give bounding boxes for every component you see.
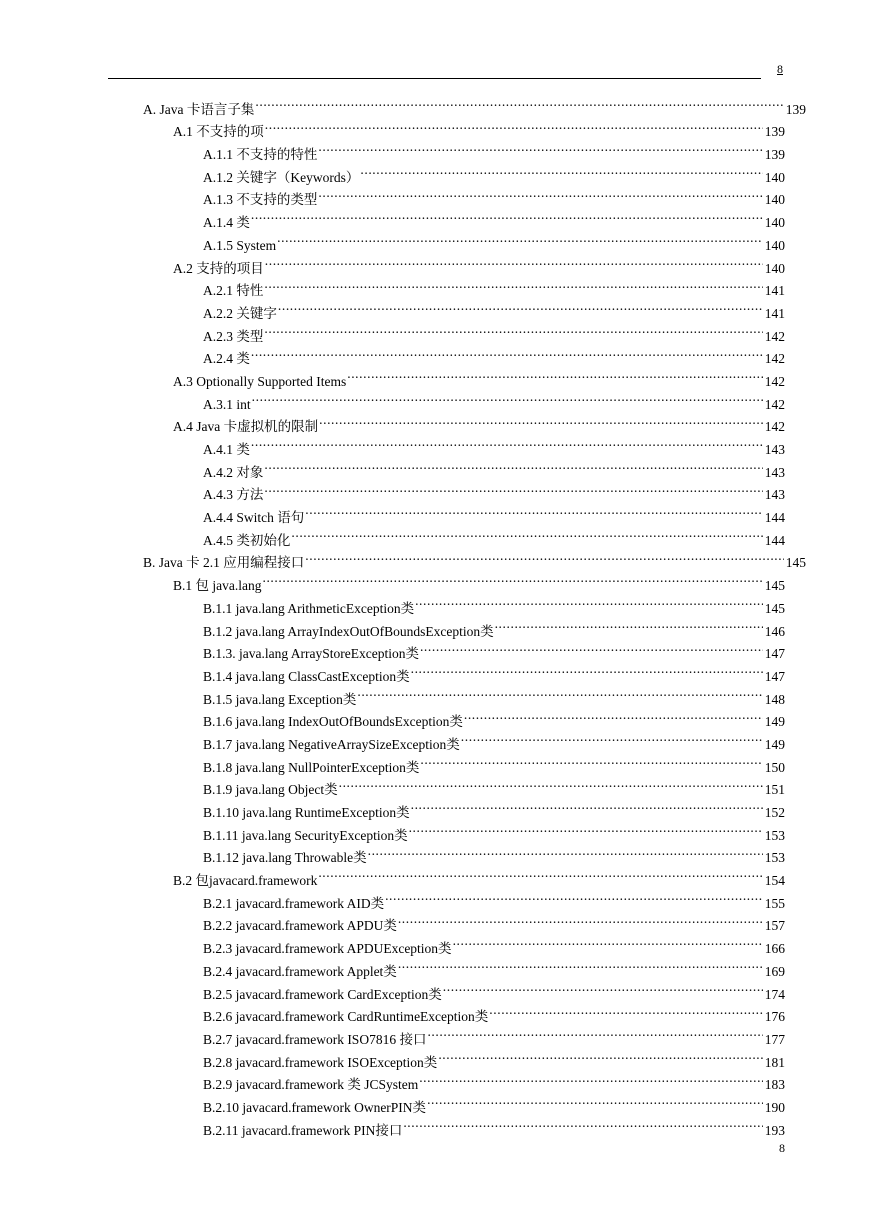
toc-entry-title: A.1 不支持的项 [173,124,264,140]
toc-leader-dots [398,953,763,976]
toc-entry[interactable] [173,409,785,435]
toc-entry-page: 143 [764,487,785,503]
toc-entry-page: 144 [764,510,785,526]
toc-entry-page: 150 [764,759,785,775]
toc-leader-dots [339,772,763,795]
toc-leader-dots [251,431,763,454]
toc-entry-page: 139 [764,124,785,140]
toc-leader-dots [357,681,762,704]
toc-entry-page: 145 [785,555,806,571]
toc-leader-dots [262,567,762,590]
toc-entry-title: B.1.12 java.lang Throwable类 [203,850,367,866]
toc-leader-dots [347,363,763,386]
toc-entry[interactable] [203,227,785,253]
toc-entry-page: 166 [764,941,785,957]
toc-leader-dots [291,522,762,545]
toc-leader-dots [264,477,762,500]
toc-entry-title: A.4.1 类 [203,442,250,457]
toc-entry-page: 183 [764,1077,785,1093]
toc-entry[interactable] [203,454,785,480]
toc-entry[interactable] [203,273,785,299]
toc-entry-title: A.2.4 类 [203,351,250,367]
toc-leader-dots [464,704,763,727]
toc-entry-page: 147 [764,646,785,662]
toc-entry[interactable] [203,386,785,412]
toc-leader-dots [453,930,763,953]
toc-entry[interactable] [203,136,785,163]
toc-entry-title: B.1.11 java.lang SecurityException类 [203,827,408,843]
toc-entry-title: B.2.5 javacard.framework CardException类 [203,986,442,1002]
toc-leader-dots [278,295,763,318]
toc-leader-dots [265,250,763,273]
toc-entry-page: 139 [764,147,785,163]
header-rule [108,78,761,79]
toc-leader-dots [264,318,762,341]
toc-entry-page: 169 [764,963,785,979]
toc-leader-dots [409,817,763,840]
toc-entry-title: B.2.8 javacard.framework ISOException类 [203,1054,438,1070]
toc-entry[interactable] [203,590,785,616]
toc-leader-dots [251,341,763,364]
toc-entry-title: B.2.2 javacard.framework APDU类 [203,918,397,934]
toc-entry-page: 140 [764,260,785,276]
toc-leader-dots [255,91,783,114]
toc-leader-dots [251,204,763,227]
toc-entry-page: 190 [764,1099,785,1115]
toc-entry-page: 177 [764,1031,785,1047]
toc-entry-page: 142 [764,396,785,412]
toc-entry-title: A.1.1 不支持的特性 [203,147,318,163]
toc-entry-page: 149 [764,714,785,730]
toc-entry-title: A.3.1 int [203,396,251,412]
toc-entry-page: 142 [764,351,785,367]
toc-entry-page: 152 [764,805,785,820]
toc-entry-page: 155 [764,895,785,911]
toc-entry-page: 147 [764,668,785,684]
toc-entry-page: 143 [764,464,785,480]
toc-entry-title: B.1.4 java.lang ClassCastException类 [203,668,410,684]
toc-entry-page: 154 [764,873,785,889]
toc-entry-title: A.1.2 关键字（Keywords） [203,169,360,185]
toc-entry[interactable] [203,318,785,344]
toc-entry-title: A.1.3 不支持的类型 [203,192,318,208]
page-footer-number: 8 [779,1141,785,1155]
toc-entry[interactable] [203,431,785,457]
toc-entry-title: B.2.4 javacard.framework Applet类 [203,963,397,979]
toc-leader-dots [277,227,763,250]
toc-entry[interactable] [143,91,806,117]
toc-entry[interactable] [173,567,785,594]
toc-leader-dots [318,136,762,159]
toc-entry[interactable] [203,477,785,503]
toc-entry-page: 141 [764,305,785,321]
toc-entry-title: B.1 包 java.lang [173,578,262,594]
toc-entry-title: B.2.11 javacard.framework PIN接口 [203,1122,403,1138]
toc-entry-page: 146 [764,623,785,639]
toc-leader-dots [360,159,762,182]
page-header-number: 8 [777,62,783,76]
toc-entry[interactable] [203,295,785,321]
toc-entry-title: B.1.8 java.lang NullPointerException类 [203,759,420,775]
toc-leader-dots [318,862,762,885]
toc-leader-dots [265,114,763,137]
toc-leader-dots [403,1112,762,1135]
toc-entry-title: A.2.2 关键字 [203,305,277,321]
toc-entry-title: B.1.9 java.lang Object类 [203,782,338,798]
toc-entry-title: A.4.4 Switch 语句 [203,510,305,526]
toc-entry-page: 141 [764,283,785,299]
toc-entry-page: 153 [764,850,785,866]
toc-entry-page: 142 [764,373,785,389]
toc-leader-dots [495,613,763,636]
toc-entry-page: 140 [764,237,785,253]
toc-leader-dots [420,636,763,659]
toc-entry-title: B.1.3. java.lang ArrayStoreException类 [203,646,419,662]
toc-entry-page: 139 [785,101,806,117]
toc-leader-dots [438,1044,762,1067]
toc-entry-page: 157 [764,918,785,934]
toc-leader-dots [385,885,763,908]
toc-leader-dots [368,840,763,863]
toc-leader-dots [319,409,763,432]
toc-entry-title: B.1.6 java.lang IndexOutOfBoundsException类 [203,714,463,730]
toc-entry-page: 142 [764,419,785,435]
toc-entry-title: A.1.4 类 [203,215,250,231]
toc-entry-page: 153 [764,827,785,843]
toc-leader-dots [264,454,762,477]
toc-entry-title: A.2 支持的项目 [173,260,264,276]
toc-entry-page: 140 [764,169,785,185]
toc-entry-page: 144 [764,532,785,548]
toc-leader-dots [427,1021,762,1044]
toc-entry-page: 145 [764,578,785,594]
toc-entry-title: A.1.5 System [203,237,277,253]
toc-entry-page: 174 [764,986,785,1002]
toc-entry-page: 145 [764,600,785,616]
toc-entry-title: A.2.1 特性 [203,283,264,299]
toc-leader-dots [427,1089,763,1112]
toc-entry[interactable] [173,363,785,389]
toc-entry-title: A.4.5 类初始化 [203,532,291,548]
toc-entry-page: 140 [764,192,785,208]
toc-entry-title: B.1.1 java.lang ArithmeticException类 [203,600,415,616]
toc-leader-dots [411,658,763,681]
toc-entry-page: 142 [764,328,785,344]
toc-entry-title: B.2.1 javacard.framework AID类 [203,895,385,911]
toc-entry[interactable] [173,114,785,140]
toc-entry-page: 149 [764,736,785,752]
toc-entry-title: B.2.9 javacard.framework 类 JCSystem [203,1077,419,1093]
toc-entry-page: 148 [764,691,785,707]
toc-leader-dots [443,976,763,999]
toc-entry-page: 140 [764,215,785,231]
toc-entry-title: A.3 Optionally Supported Items [173,373,347,389]
toc-entry[interactable] [203,341,785,367]
toc-entry-title: B. Java 卡 2.1 应用编程接口 [143,555,305,571]
toc-entry-title: B.1.7 java.lang NegativeArraySizeException类 [203,736,460,752]
toc-leader-dots [420,749,762,772]
toc-entry-title: A.4.3 方法 [203,487,264,503]
toc-entry-title: B.2.3 javacard.framework APDUException类 [203,941,452,957]
toc-entry-page: 181 [764,1054,785,1070]
toc-leader-dots [398,908,763,931]
toc-entry-title: B.2.6 javacard.framework CardRuntimeException类 [203,1009,489,1025]
table-of-contents [0,91,869,1138]
toc-leader-dots [411,794,763,817]
toc-entry-page: 193 [764,1122,785,1138]
toc-entry[interactable] [203,499,785,526]
toc-entry-page: 143 [764,442,785,457]
toc-entry-title: B.2 包javacard.framework [173,873,318,889]
toc-leader-dots [305,499,763,522]
toc-entry[interactable] [203,204,785,231]
toc-leader-dots [419,1067,763,1090]
toc-leader-dots [252,386,763,409]
toc-entry-page: 176 [764,1009,785,1025]
toc-leader-dots [305,545,784,568]
toc-leader-dots [489,999,762,1022]
toc-entry-title: A. Java 卡语言子集 [143,101,255,117]
toc-entry-title: A.4.2 对象 [203,464,264,480]
toc-entry-title: A.2.3 类型 [203,328,264,344]
toc-leader-dots [318,182,762,205]
toc-entry-title: B.2.7 javacard.framework ISO7816 接口 [203,1031,427,1047]
toc-leader-dots [264,273,762,296]
toc-entry-title: A.4 Java 卡虚拟机的限制 [173,419,319,435]
toc-entry-title: B.1.5 java.lang Exception类 [203,691,357,707]
toc-entry[interactable] [173,250,785,276]
toc-leader-dots [461,726,763,749]
toc-entry-page: 151 [764,782,785,798]
toc-entry-title: B.2.10 javacard.framework OwnerPIN类 [203,1099,427,1115]
toc-entry-title: B.1.10 java.lang RuntimeException类 [203,805,410,820]
toc-leader-dots [415,590,763,613]
toc-entry-title: B.1.2 java.lang ArrayIndexOutOfBoundsException类 [203,623,494,639]
